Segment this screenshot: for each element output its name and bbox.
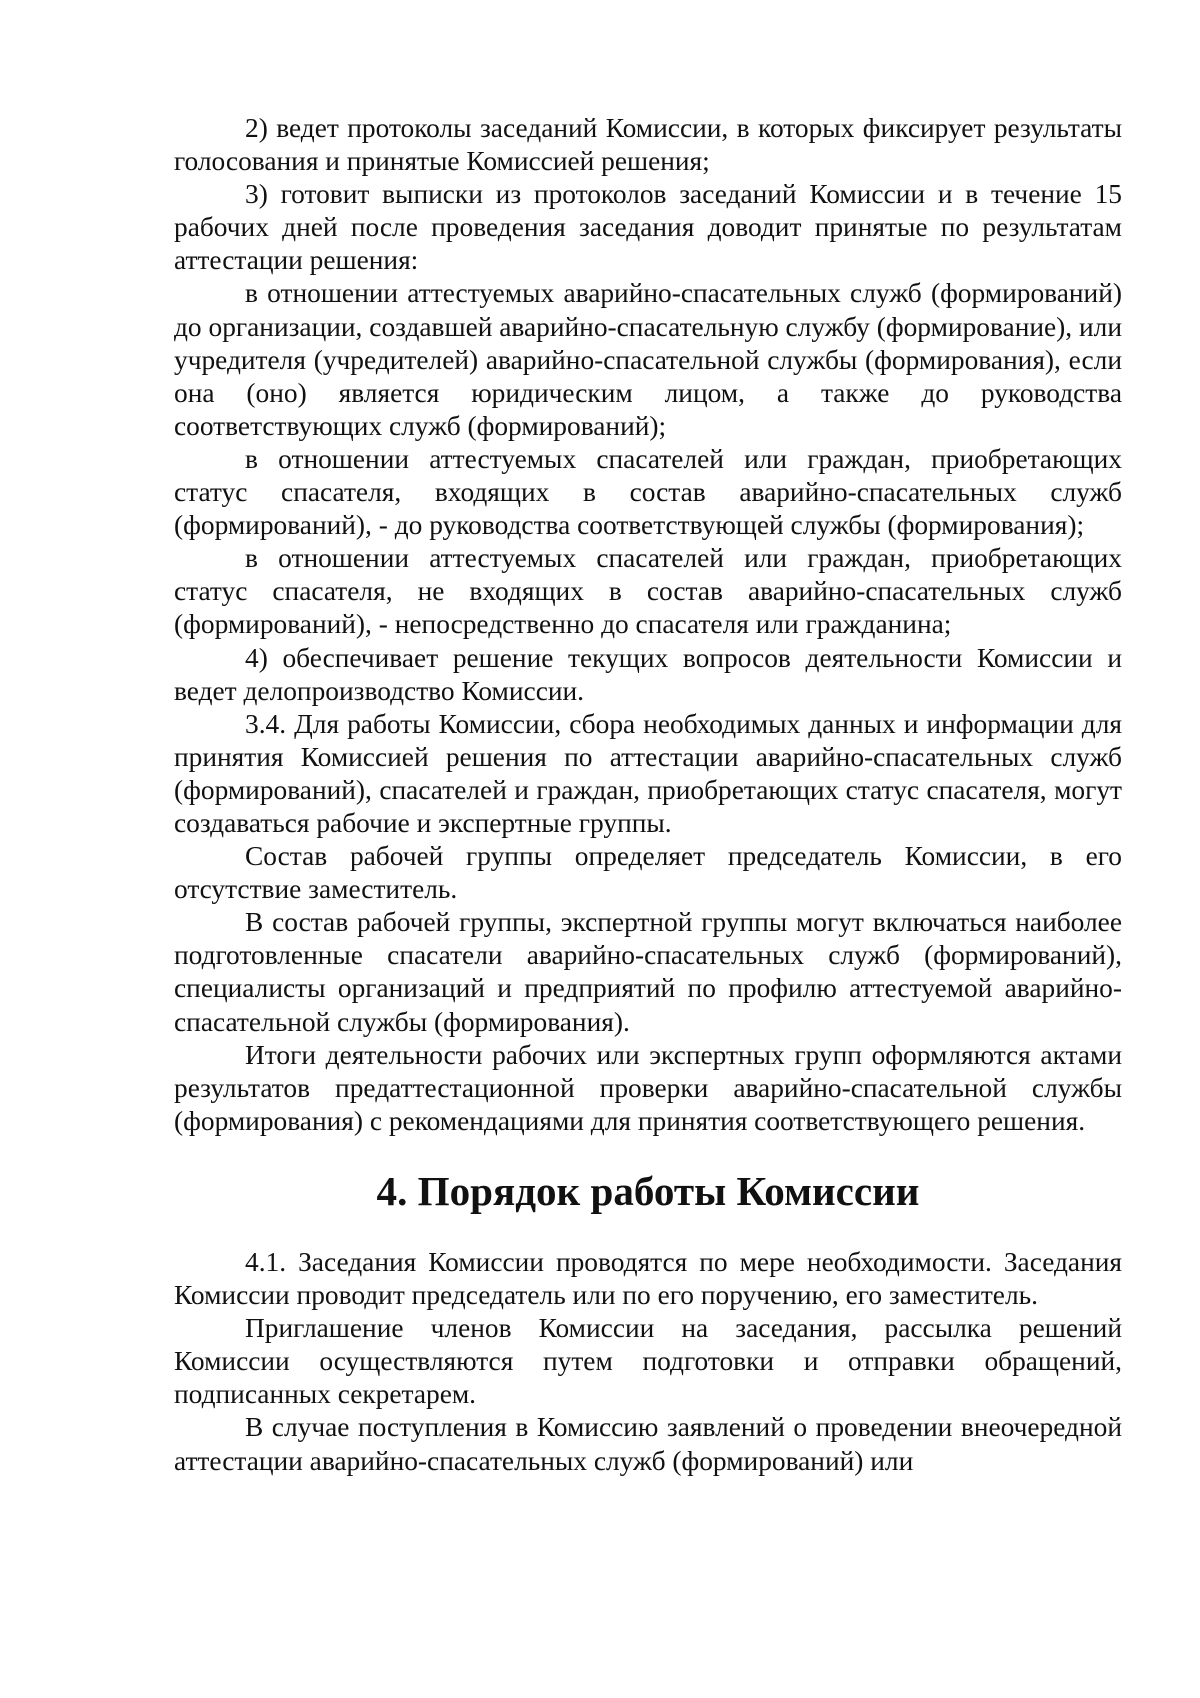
paragraph-working-group-composition: Состав рабочей группы определяет председатель Комиссии, в его отсутствие заместитель. [174,841,1122,905]
paragraph-working-group-members: В состав рабочей группы, экспертной группы могут включаться наиболее подготовленные спасатели аварийно-спасательных служб (формирований), специалисты организаций и предприятий по профилю аттестуемой аварийно-спасательной службы (формирования). [174,907,1122,1037]
paragraph-4-1: 4.1. Заседания Комиссии проводятся по мере необходимости. Заседания Комиссии проводит председатель или по его поручению, его заместитель. [174,1247,1122,1311]
paragraph-emergency-services: в отношении аттестуемых аварийно-спасательных служб (формирований) до организации, создавшей аварийно-спасательную службу (формирование), или учредителя (учредителей) аварийно-спасательной службы (формирования), если она (оно) является юридическим лицом, а также до руководства соответствующих служб (формирований); [174,278,1122,441]
document-page [174,112,1122,1478]
paragraph-item-2: 2) ведет протоколы заседаний Комиссии, в которых фиксирует результаты голосования и принятые Комиссией решения; [174,113,1122,177]
paragraph-rescuers-in-services: в отношении аттестуемых спасателей или граждан, приобретающих статус спасателя, входящих в состав аварийно-спасательных служб (формирований), - до руководства соответствующей службы (формирования); [174,443,1122,541]
paragraph-invitation: Приглашение членов Комиссии на заседания, рассылка решений Комиссии осуществляются путем подготовки и отправки обращений, подписанных секретарем. [174,1313,1122,1410]
paragraph-item-3: 3) готовит выписки из протоколов заседаний Комиссии и в течение 15 рабочих дней после проведения заседания доводит принятые по результатам аттестации решения: [174,179,1122,276]
paragraph-rescuers-outside-services: в отношении аттестуемых спасателей или граждан, приобретающих статус спасателя, не входящих в состав аварийно-спасательных служб (формирований), - непосредственно до спасателя или гражданина; [174,543,1122,640]
section-heading: 4. Порядок работы Комиссии [376,1167,920,1214]
paragraph-group-results: Итоги деятельности рабочих или экспертных групп оформляются актами результатов предаттестационной проверки аварийно-спасательной службы (формирования) с рекомендациями для принятия соответствующего решения. [174,1039,1122,1136]
paragraph-3-4: 3.4. Для работы Комиссии, сбора необходимых данных и информации для принятия Комиссией решения по аттестации аварийно-спасательных служб (формирований), спасателей и граждан, приобретающих статус спасателя, могут создаваться рабочие и экспертные группы. [174,708,1122,838]
paragraph-item-4: 4) обеспечивает решение текущих вопросов деятельности Комиссии и ведет делопроизводство Комиссии. [174,642,1122,706]
paragraph-extraordinary-attestation: В случае поступления в Комиссию заявлений о проведении внеочередной аттестации аварийно-спасательных служб (формирований) или [174,1412,1122,1476]
